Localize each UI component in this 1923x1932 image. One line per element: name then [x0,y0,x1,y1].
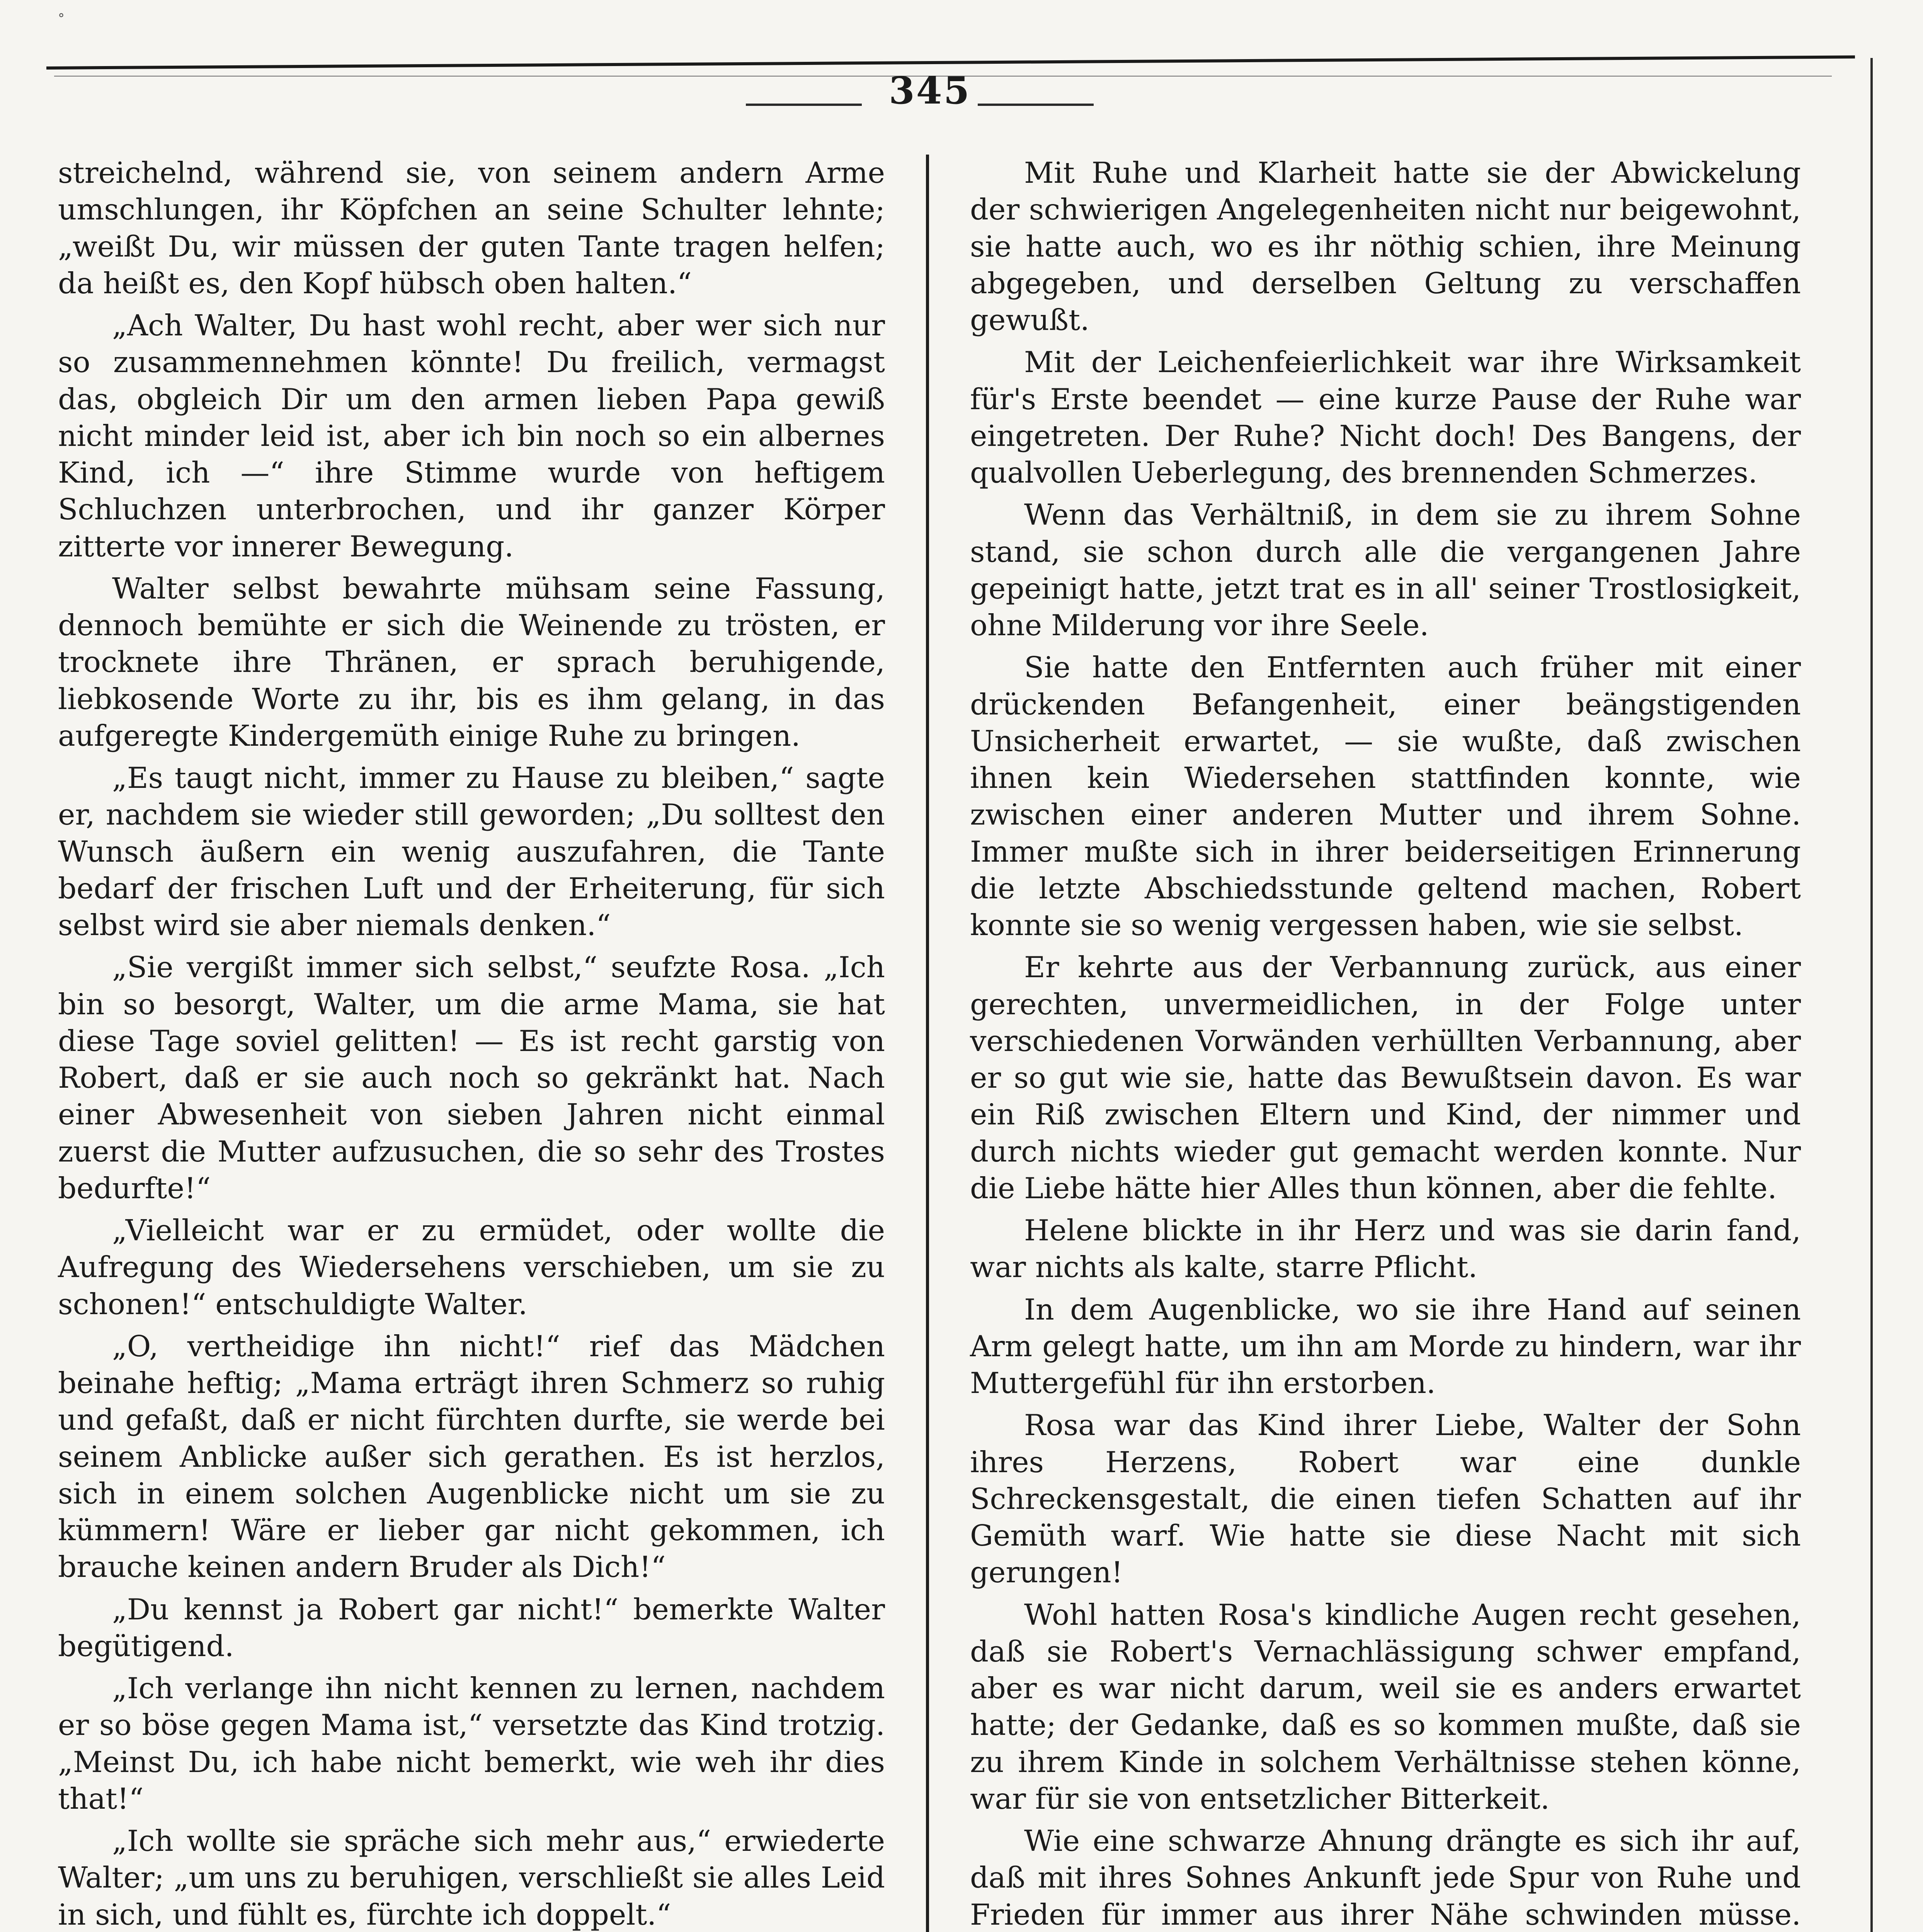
paragraph: Er kehrte aus der Verbannung zurück, aus einer gerechten, unvermeidlichen, in der Folge unter verschiedenen Vorwänden verhüllten Verbannung, aber er so gut wie sie, hatte das Bewußtsein davon. Es war ein Riß zwischen Eltern und Kind, der nimmer und durch nichts wieder gut gemacht werden konnte. Nur die Liebe hätte hier Alles thun können, aber die fehlte. [970,950,1801,1205]
paragraph: Mit Ruhe und Klarheit hatte sie der Abwickelung der schwierigen Angelegenheiten nicht nur beigewohnt, sie hatte auch, wo es ihr nöthig schien, ihre Meinung abgegeben, und derselben Geltung zu verschaffen gewußt. [970,156,1801,337]
corner-mark: ° [58,11,65,26]
paragraph: „Ach Walter, Du hast wohl recht, aber wer sich nur so zusammennehmen könnte! Du freilich, vermagst das, obgleich Dir um den armen lieben Papa gewiß nicht minder leid ist, aber ich bin noch so ein albernes Kind, ich —“ ihre Stimme wurde von heftigem Schluchzen unterbrochen, und ihr ganzer Körper zitterte vor innerer Bewegung. [58,308,885,563]
header-dash-right [978,104,1094,106]
paragraph: „Ich wollte sie spräche sich mehr aus,“ erwiederte Walter; „um uns zu beruhigen, verschließt sie alles Leid in sich, und fühlt es, fürchte ich doppelt.“ [58,1824,885,1932]
paragraph: Helene blickte in ihr Herz und was sie darin fand, war nichts als kalte, starre Pflicht. [970,1213,1801,1284]
paragraph: Sie hatte den Entfernten auch früher mit einer drückenden Befangenheit, einer beängstigenden Unsicherheit erwartet, — sie wußte, daß zwischen ihnen kein Wiedersehen stattfinden konnte, wie zwischen einer anderen Mutter und ihrem Sohne. Immer mußte sich in ihrer beiderseitigen Erinnerung die letzte Abschiedsstunde geltend machen, Robert konnte sie so wenig vergessen haben, wie sie selbst. [970,650,1801,942]
paragraph: „Du kennst ja Robert gar nicht!“ bemerkte Walter begütigend. [58,1592,885,1663]
page-number: 345 [889,69,971,112]
paragraph: „Es taugt nicht, immer zu Hause zu bleiben,“ sagte er, nachdem sie wieder still geworden; „Du solltest den Wunsch äußern ein wenig auszufahren, die Tante bedarf der frischen Luft und der Erheiterung, für sich selbst wird sie aber niemals denken.“ [58,761,885,942]
left-column [58,155,885,1932]
paragraph: „O, vertheidige ihn nicht!“ rief das Mädchen beinahe heftig; „Mama erträgt ihren Schmerz so ruhig und gefaßt, daß er nicht fürchten durfte, sie werde bei seinem Anblicke außer sich gerathen. Es ist herzlos, sich in einem solchen Augenblicke nicht um sie zu kümmern! Wäre er lieber gar nicht gekommen, ich brauche keinen andern Bruder als Dich!“ [58,1329,885,1584]
paragraph: „Ich verlange ihn nicht kennen zu lernen, nachdem er so böse gegen Mama ist,“ versetzte das Kind trotzig. „Meinst Du, ich habe nicht bemerkt, wie weh ihr dies that!“ [58,1671,885,1816]
paragraph: In dem Augenblicke, wo sie ihre Hand auf seinen Arm gelegt hatte, um ihn am Morde zu hindern, war ihr Muttergefühl für ihn erstorben. [970,1292,1801,1400]
header-dash-left [746,104,862,106]
paragraph: „Sie vergißt immer sich selbst,“ seufzte Rosa. „Ich bin so besorgt, Walter, um die arme Mama, sie hat diese Tage soviel gelitten! — Es ist recht garstig von Robert, daß er sie auch noch so gekränkt hat. Nach einer Abwesenheit von sieben Jahren nicht einmal zuerst die Mutter aufzusuchen, die so sehr des Trostes bedurfte!“ [58,950,885,1205]
paragraph: Wohl hatten Rosa's kindliche Augen recht gesehen, daß sie Robert's Vernachlässigung schwer empfand, aber es war nicht darum, weil sie es anders erwartet hatte; der Gedanke, daß es so kommen mußte, daß sie zu ihrem Kinde in solchem Verhältnisse stehen könne, war für sie von entsetzlicher Bitterkeit. [970,1597,1801,1816]
right-edge-rule [1870,58,1873,1932]
paragraph: Rosa war das Kind ihrer Liebe, Walter der Sohn ihres Herzens, Robert war eine dunkle Schreckensgestalt, die einen tiefen Schatten auf ihr Gemüth warf. Wie hatte sie diese Nacht mit sich gerungen! [970,1408,1801,1590]
paragraph: Mit der Leichenfeierlichkeit war ihre Wirksamkeit für's Erste beendet — eine kurze Pause der Ruhe war eingetreten. Der Ruhe? Nicht doch! Des Bangens, der qualvollen Ueberlegung, des brennenden Schmerzes. [970,345,1801,490]
paragraph: streichelnd, während sie, von seinem andern Arme umschlungen, ihr Köpfchen an seine Schulter lehnte; „weißt Du, wir müssen der guten Tante tragen helfen; da heißt es, den Kopf hübsch oben halten.“ [58,156,885,300]
column-divider [926,155,929,1932]
paragraph: Wie eine schwarze Ahnung drängte es sich ihr auf, daß mit ihres Sohnes Ankunft jede Spur von Ruhe und Frieden für immer aus ihrer Nähe schwinden müsse. [970,1824,1801,1932]
right-column [970,155,1801,1932]
paragraph: Walter selbst bewahrte mühsam seine Fassung, dennoch bemühte er sich die Weinende zu trösten, er trocknete ihre Thränen, er sprach beruhigende, liebkosende Worte zu ihr, bis es ihm gelang, in das aufgeregte Kindergemüth einige Ruhe zu bringen. [58,571,885,753]
header-rule [46,55,1855,70]
paragraph: Wenn das Verhältniß, in dem sie zu ihrem Sohne stand, sie schon durch alle die vergangenen Jahre gepeinigt hatte, jetzt trat es in all' seiner Trostlosigkeit, ohne Milderung vor ihre Seele. [970,498,1801,642]
paragraph: „Vielleicht war er zu ermüdet, oder wollte die Aufregung des Wiedersehens verschieben, um sie zu schonen!“ entschuldigte Walter. [58,1213,885,1321]
